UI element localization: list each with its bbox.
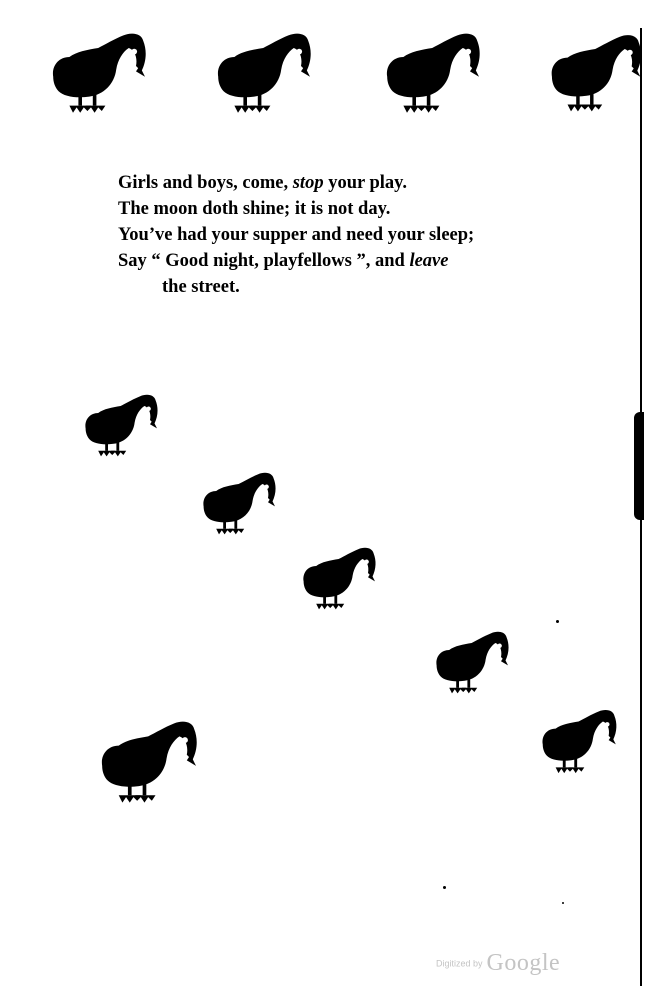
ink-speck bbox=[556, 620, 559, 623]
poem bbox=[118, 170, 474, 300]
poem-line-3: You’ve had your supper and need your sleep; bbox=[118, 225, 475, 245]
crow-icon bbox=[94, 718, 206, 810]
crow-icon bbox=[537, 707, 623, 779]
crow-icon bbox=[211, 30, 319, 120]
google-logo: Google bbox=[486, 950, 561, 976]
crow-icon bbox=[380, 30, 488, 120]
crow-icon bbox=[545, 30, 649, 120]
poem-line-5: the street. bbox=[162, 277, 240, 297]
crow-icon bbox=[198, 470, 282, 540]
digitized-watermark bbox=[436, 950, 560, 977]
crow-icon bbox=[80, 392, 164, 462]
ink-speck bbox=[443, 886, 446, 889]
crow-icon bbox=[298, 545, 382, 615]
poem-line-1: Girls and boys, come, stop your play. bbox=[118, 173, 408, 193]
poem-line-4: Say “ Good night, playfellows ”, and leave bbox=[118, 251, 449, 271]
ink-speck bbox=[562, 902, 564, 904]
crow-icon bbox=[46, 30, 154, 120]
watermark-prefix: Digitized by bbox=[436, 958, 483, 969]
poem-line-2: The moon doth shine; it is not day. bbox=[118, 199, 391, 219]
crow-icon bbox=[431, 629, 515, 699]
page-edge-bulge bbox=[634, 412, 644, 520]
